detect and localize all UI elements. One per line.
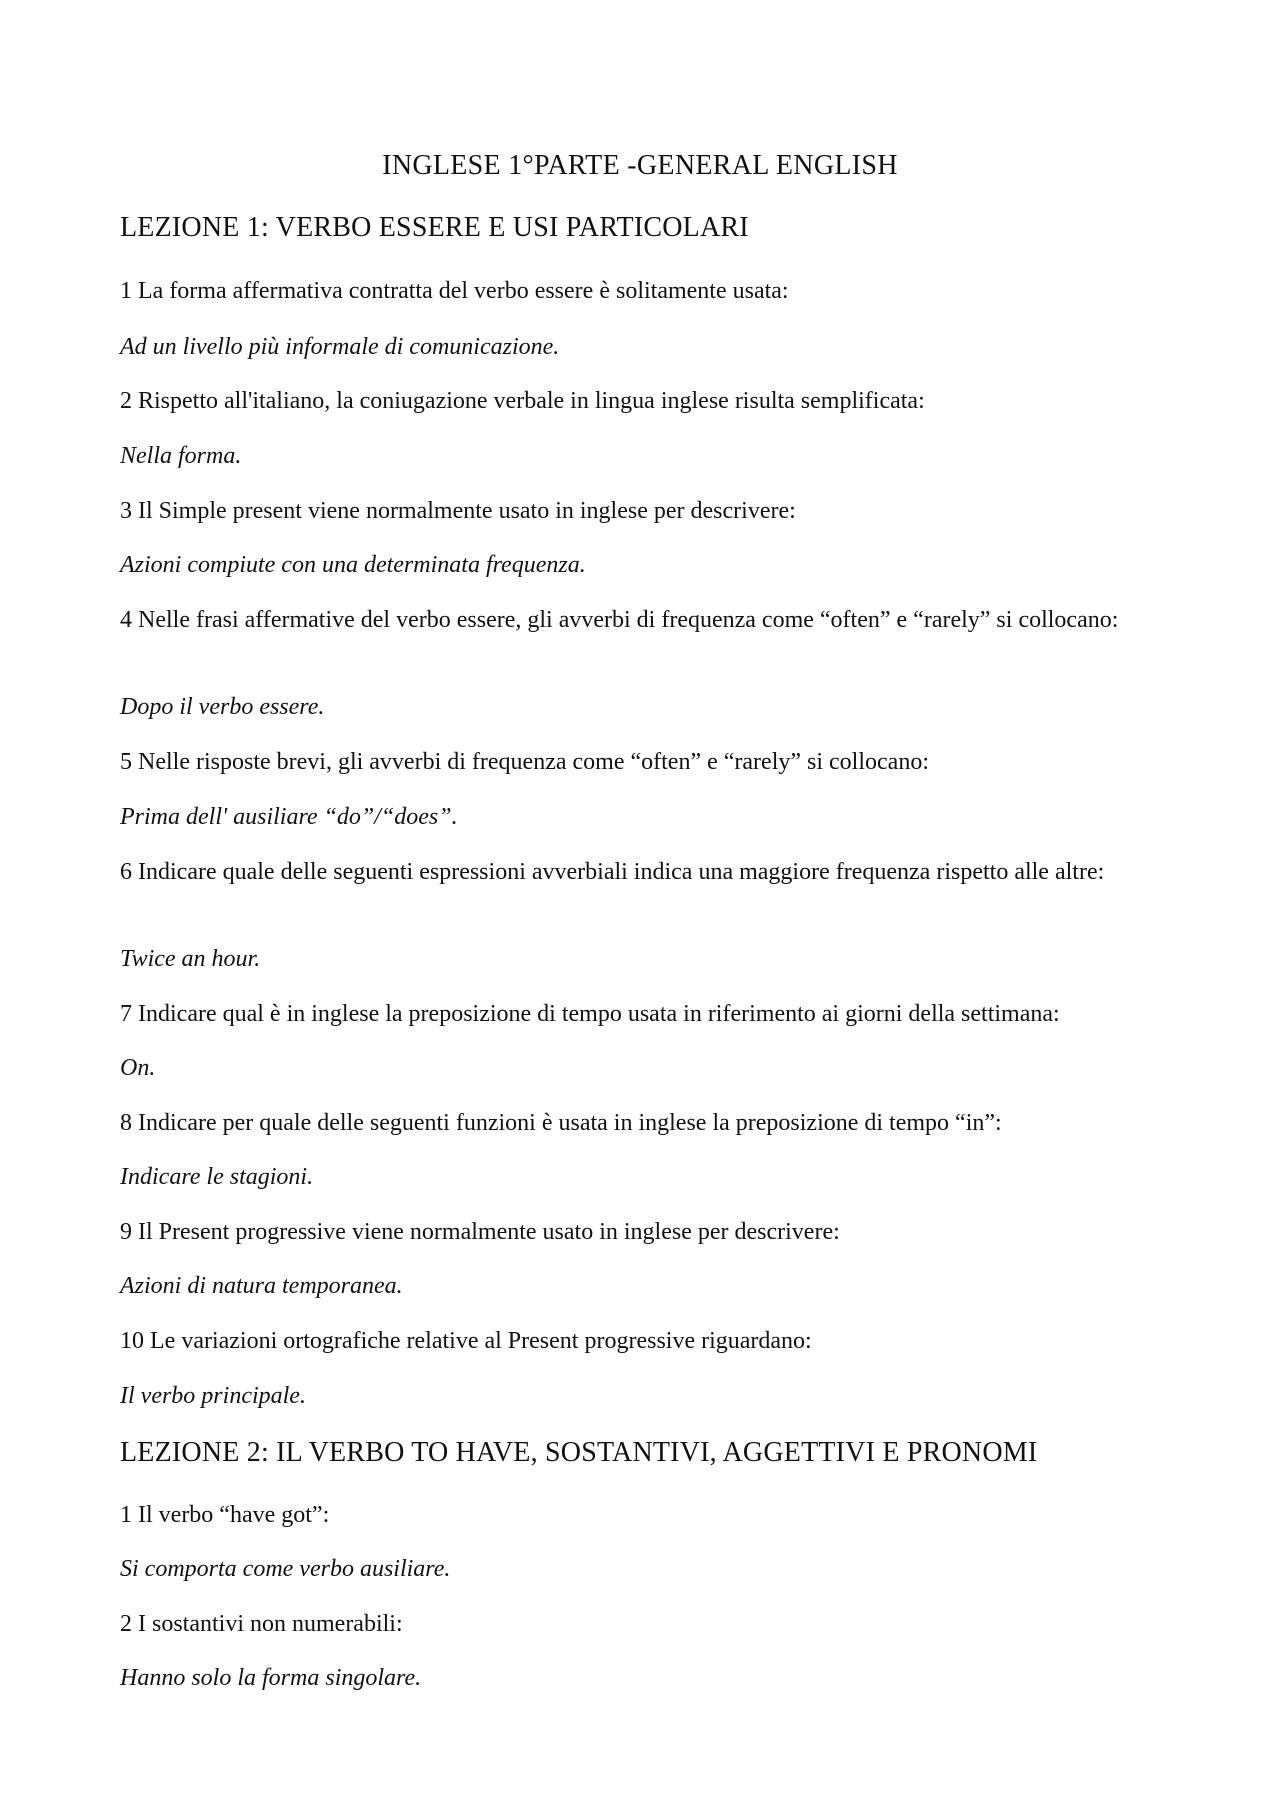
question-2-1: 1 Il verbo “have got”:: [120, 1502, 330, 1528]
answer-3: Azioni compiute con una determinata frequenza.: [120, 552, 586, 578]
answer-2: Nella forma.: [120, 443, 242, 469]
answer-2-2: Hanno solo la forma singolare.: [120, 1665, 422, 1691]
question-8: 8 Indicare per quale delle seguenti funzioni è usata in inglese la preposizione di tempo “in”:: [120, 1110, 1002, 1136]
answer-1: Ad un livello più informale di comunicazione.: [120, 334, 560, 360]
question-4: 4 Nelle frasi affermative del verbo essere, gli avverbi di frequenza come “often” e “rarely” si collocano:: [120, 607, 1119, 633]
question-1: 1 La forma affermativa contratta del verbo essere è solitamente usata:: [120, 278, 789, 304]
lesson-2-heading: LEZIONE 2: IL VERBO TO HAVE, SOSTANTIVI, AGGETTIVI E PRONOMI: [120, 1437, 1038, 1468]
question-7: 7 Indicare qual è in inglese la preposizione di tempo usata in riferimento ai giorni della settimana:: [120, 1001, 1060, 1027]
lesson-1-heading: LEZIONE 1: VERBO ESSERE E USI PARTICOLARI: [120, 212, 749, 243]
question-10: 10 Le variazioni ortografiche relative al Present progressive riguardano:: [120, 1328, 812, 1354]
answer-8: Indicare le stagioni.: [120, 1164, 314, 1190]
document-title: INGLESE 1°PARTE -GENERAL ENGLISH: [382, 150, 898, 181]
answer-6: Twice an hour.: [120, 946, 261, 972]
answer-10: Il verbo principale.: [120, 1383, 306, 1409]
question-6: 6 Indicare quale delle seguenti espressioni avverbiali indica una maggiore frequenza rispetto alle altre:: [120, 859, 1105, 885]
answer-9: Azioni di natura temporanea.: [120, 1273, 403, 1299]
question-3: 3 Il Simple present viene normalmente usato in inglese per descrivere:: [120, 498, 796, 524]
answer-7: On.: [120, 1055, 156, 1081]
question-2: 2 Rispetto all'italiano, la coniugazione verbale in lingua inglese risulta semplificata:: [120, 388, 925, 414]
question-9: 9 Il Present progressive viene normalmente usato in inglese per descrivere:: [120, 1219, 840, 1245]
answer-2-1: Si comporta come verbo ausiliare.: [120, 1556, 451, 1582]
answer-5: Prima dell' ausiliare “do”/“does”.: [120, 804, 458, 830]
question-5: 5 Nelle risposte brevi, gli avverbi di frequenza come “often” e “rarely” si collocano:: [120, 749, 929, 775]
question-2-2: 2 I sostantivi non numerabili:: [120, 1611, 403, 1637]
answer-4: Dopo il verbo essere.: [120, 694, 325, 720]
